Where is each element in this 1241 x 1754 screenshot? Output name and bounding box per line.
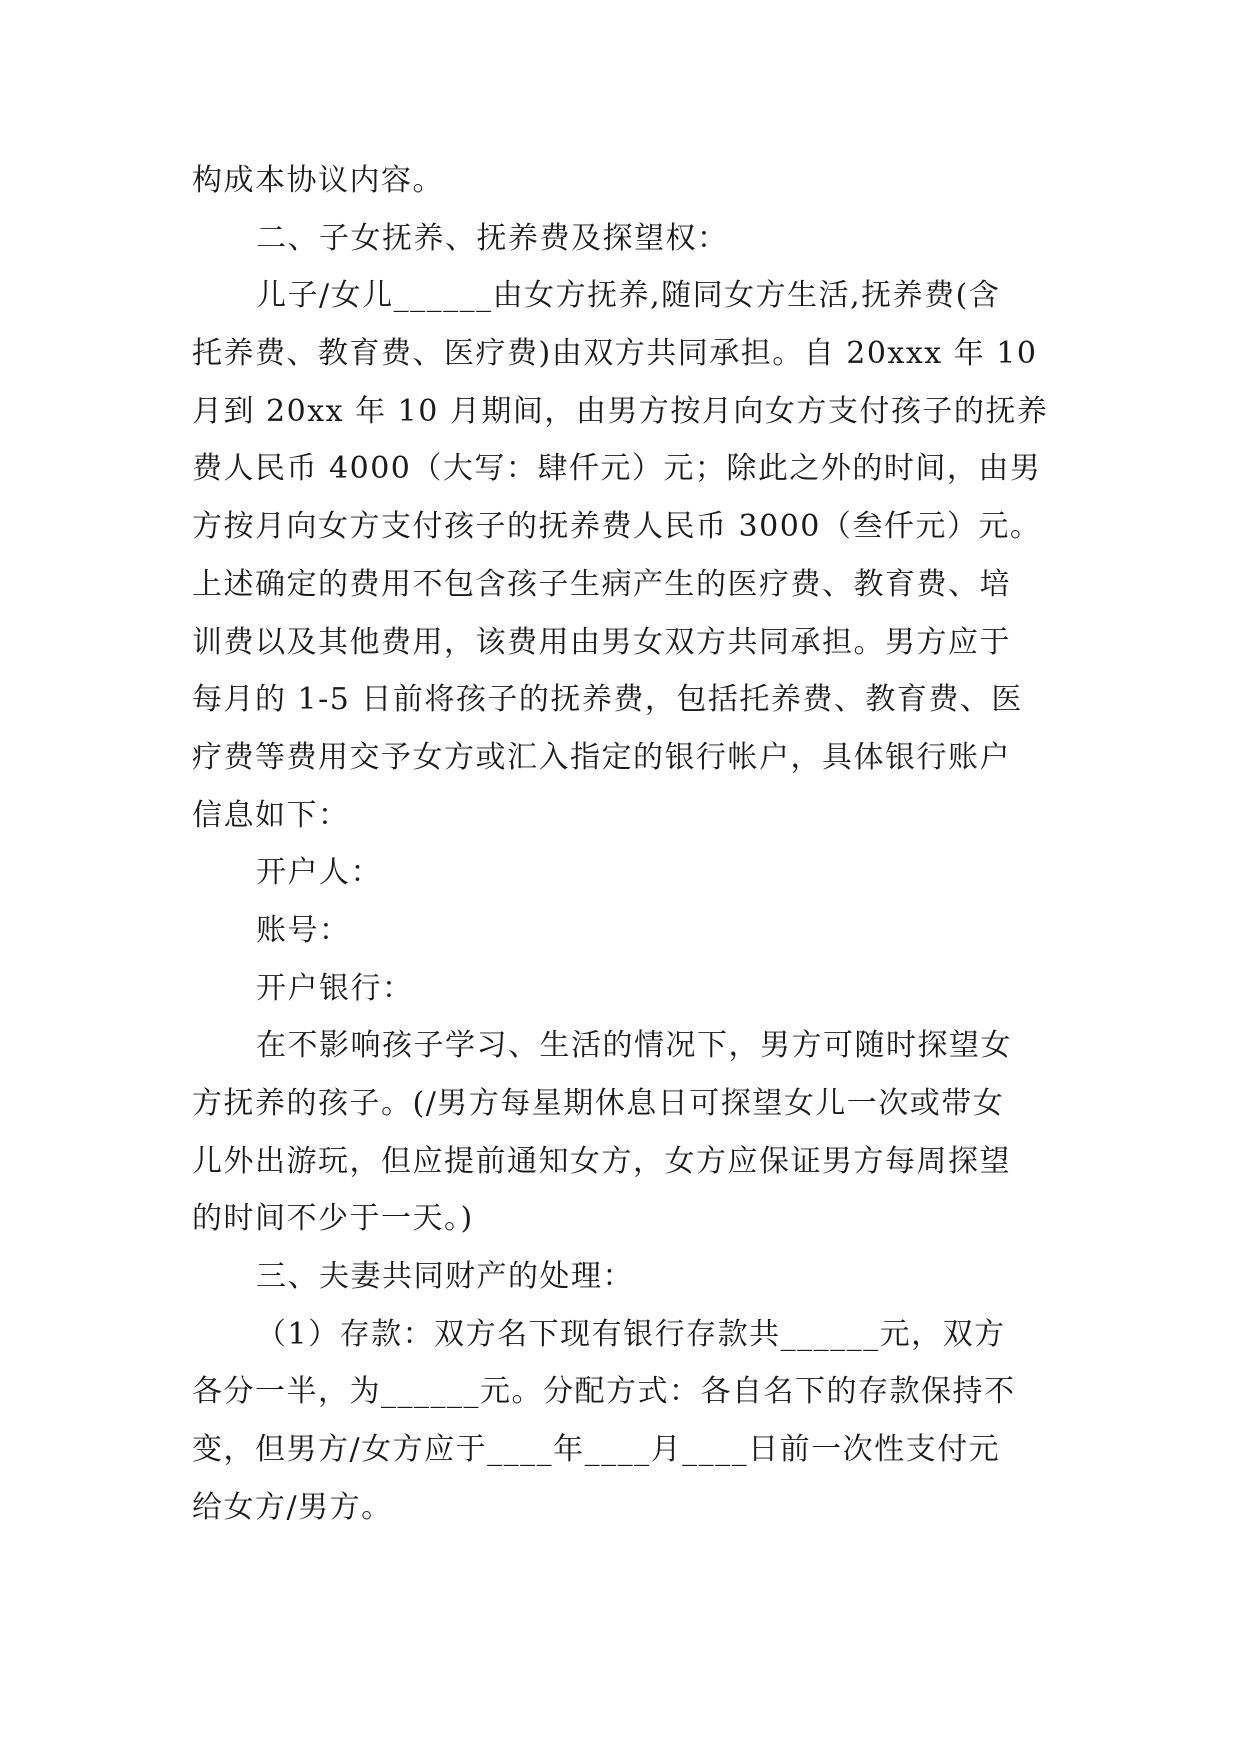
text-line: 月到 20xx 年 10 月期间，由男方按月向女方支付孩子的抚养: [192, 393, 1049, 429]
text-line: 构成本协议内容。: [192, 163, 444, 198]
text-line: 训费以及其他费用，该费用由男女双方共同承担。男方应于: [192, 624, 1011, 660]
bank-name-label: 开户银行：: [256, 970, 414, 1006]
text-line: 儿子/女儿______由女方抚养,随同女方生活,抚养费(含: [256, 278, 1001, 314]
section-heading: 二、子女抚养、抚养费及探望权：: [256, 220, 729, 256]
text-line: 在不影响孩子学习、生活的情况下，男方可随时探望女: [256, 1028, 1012, 1064]
document-body: [192, 152, 1062, 1537]
text-line: 费人民币 4000（大写：肆仟元）元；除此之外的时间，由男: [192, 451, 1042, 487]
text-line: 每月的 1-5 日前将孩子的抚养费，包括托养费、教育费、医: [192, 682, 1023, 718]
text-line: 疗费等费用交予女方或汇入指定的银行帐户，具体银行账户: [192, 739, 1011, 775]
text-line: 上述确定的费用不包含孩子生病产生的医疗费、教育费、培: [192, 566, 1011, 602]
text-line: 给女方/男方。: [192, 1489, 393, 1525]
text-line: 托养费、教育费、医疗费)由双方共同承担。自 20xxx 年 10: [192, 336, 1038, 372]
account-holder-label: 开户人：: [256, 855, 382, 891]
text-line: 方按月向女方支付孩子的抚养费人民币 3000（叁仟元）元。: [192, 509, 1042, 545]
account-number-label: 账号：: [256, 912, 351, 948]
text-line: 信息如下：: [192, 797, 350, 833]
text-line: 变，但男方/女方应于____年____月____日前一次性支付元: [192, 1432, 1001, 1468]
text-line: 方抚养的孩子。(/男方每星期休息日可探望女儿一次或带女: [192, 1086, 1005, 1121]
text-line: 儿外出游玩，但应提前通知女方，女方应保证男方每周探望: [192, 1143, 1011, 1179]
text-line: （1）存款：双方名下现有银行存款共______元，双方: [256, 1316, 1006, 1352]
section-heading: 三、夫妻共同财产的处理：: [256, 1259, 634, 1295]
text-line: 各分一半，为______元。分配方式：各自名下的存款保持不: [192, 1374, 1016, 1410]
text-line: 的时间不少于一天。): [192, 1201, 474, 1237]
